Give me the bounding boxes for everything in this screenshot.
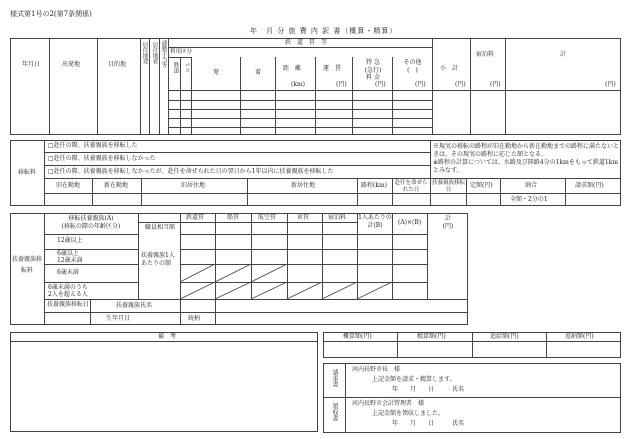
col-date: 年月日 <box>22 61 41 68</box>
col-distance-unit: (km) <box>291 81 306 88</box>
col-express: 特 急 (急行) 料 金 <box>364 59 382 81</box>
col-fixed: 定額(円) <box>470 182 493 189</box>
col-fare: 運 賃 <box>323 65 342 72</box>
receipt-to: 河内長野市会計管理者 様 <box>352 400 425 407</box>
family-header-main: 移転扶養親族(A) (移転の際の年齢区分) <box>61 215 121 230</box>
claim-to: 河内長野市長 様 <box>352 366 401 373</box>
family-moved-date: 扶養親族移転日 <box>46 301 89 308</box>
col-railway-expenses: 鉄 道 賃 等 <box>285 39 328 46</box>
form-label: 様式第1号の2(第7条関係) <box>10 10 92 18</box>
relocation-label: 移転料 <box>18 169 37 176</box>
family-per-one: 1人あたりの計(B) <box>358 214 392 229</box>
col-days: 赴任を命ぜられた日 <box>394 180 428 193</box>
family-relation: 続柄 <box>188 315 201 322</box>
col-residence-depart: 居住地発 <box>141 42 148 64</box>
col-claim: 請求額(円) <box>575 182 604 189</box>
family-label: 扶養親族移転料 <box>12 256 43 274</box>
col-fare-unit: (円) <box>336 81 347 88</box>
remarks-label: 備 考 <box>158 333 177 340</box>
receipt-body: 上記金額を領収しました。 <box>372 410 445 417</box>
col-family-date: 扶養親族移転日 <box>432 180 466 193</box>
claim-date[interactable]: 年 月 日 氏名 <box>392 386 465 393</box>
col-new-home: 新居住地 <box>291 182 316 189</box>
col-bus: バス <box>183 62 190 73</box>
col-other-unit: (円) <box>415 81 426 88</box>
col-rail: 鉄道 <box>172 62 179 73</box>
col-residence-arrive: 居住地着 <box>151 42 158 64</box>
receipt-date[interactable]: 年 月 日 氏名 <box>392 420 465 427</box>
family-row-extra: 6歳未満のうち 2人を超える人 <box>48 284 88 299</box>
family-rail: 鉄道賃 <box>186 214 205 221</box>
col-other: その他 ( ) <box>403 59 422 75</box>
family-row-under6: 6歳未満 <box>57 269 79 276</box>
family-lodging: 宿泊料 <box>328 214 347 221</box>
remarks-box[interactable] <box>10 332 318 432</box>
family-row-6to12: 6歳以上 12歳未満 <box>57 250 83 265</box>
relocation-note: ※現実の移転の路程が旧在勤地から新在勤地までの路程に満たないときは、その現実の路程に応じた額となる。 ※路程の計算については、水路及び陸路4分の1kmをもって鉄道1kmとみなす。 <box>433 143 620 175</box>
claim-receipt-box <box>323 363 621 433</box>
col-lodging: 宿泊料 <box>476 51 495 58</box>
col-old-home: 旧居住地 <box>181 182 206 189</box>
col-subtotal: 小 計 <box>440 65 459 72</box>
family-birth: 生年月日 <box>106 315 131 322</box>
summary-refund: 返納額(円) <box>565 333 594 340</box>
relocation-check-3[interactable]: □赴任の際、扶養親族を移転しなかったが、赴任を命ぜられた日の翌日から1年以内に扶養親族を移転した <box>48 168 334 175</box>
claim-label: 請求書 <box>331 369 338 387</box>
col-distance: 距 離 <box>283 65 302 72</box>
col-new-post: 新在勤地 <box>104 182 129 189</box>
col-to: 着 <box>255 69 262 76</box>
col-destination: 目的地 <box>108 61 127 68</box>
summary-estimate: 概算額(円) <box>343 333 372 340</box>
family-axb: (A)×(B) <box>398 219 422 226</box>
page-title: 年 月 分 旅 費 内 訳 書（概算・精算） <box>250 27 398 35</box>
col-express-unit: (円) <box>375 81 386 88</box>
col-subtotal-unit: (円) <box>455 81 466 88</box>
family-name-label: 扶養親族氏名 <box>116 302 153 309</box>
col-ratio: 割合 <box>525 182 538 189</box>
family-sum: 計 (円) <box>442 215 454 230</box>
family-per-person: 扶養親族1人あたりの額 <box>141 252 175 268</box>
receipt-label: 領収書 <box>331 403 338 421</box>
summary-additional: 追給額(円) <box>490 333 519 340</box>
relocation-check-1[interactable]: □赴任の際、扶養親族を移転した <box>48 142 138 149</box>
family-row-12plus: 12歳以上 <box>57 237 83 244</box>
family-ship: 船賃 <box>227 214 240 221</box>
family-person-count: 職員相当額 <box>145 224 176 231</box>
col-usage: 利用区分 <box>170 49 193 55</box>
col-total: 計 <box>560 51 567 58</box>
col-departure: 出発地 <box>62 61 81 68</box>
claim-body: 上記金額を請求・精算します。 <box>372 376 456 383</box>
family-car: 車賃 <box>297 214 310 221</box>
family-air: 航空賃 <box>258 214 277 221</box>
col-commute: 通勤手当等 <box>160 40 167 68</box>
relocation-check-2[interactable]: □赴任の際、扶養親族を移転しなかった <box>48 155 156 162</box>
col-total-unit: (円) <box>605 81 616 88</box>
col-from: 発 <box>213 69 220 76</box>
col-old-post: 旧在勤地 <box>56 182 81 189</box>
summary-final: 精算額(円) <box>417 333 446 340</box>
ratio-value[interactable]: 全額・2分の1 <box>510 196 548 203</box>
col-lodging-unit: (円) <box>490 81 501 88</box>
col-route: 路程(km) <box>361 182 388 189</box>
